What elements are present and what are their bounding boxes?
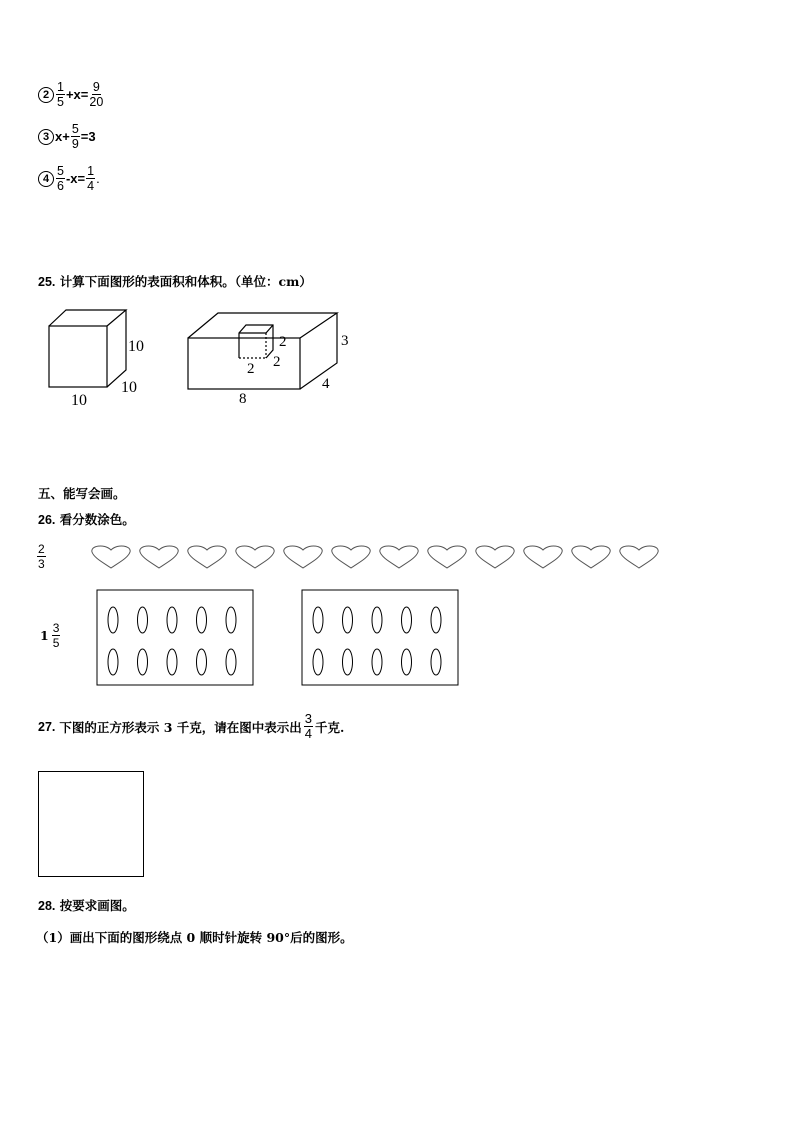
equation-2 [38, 80, 104, 109]
cuboid-figure [188, 313, 337, 389]
heart-shape[interactable] [332, 546, 370, 568]
question-number: 25. [38, 275, 56, 289]
oval-shape[interactable] [226, 649, 236, 675]
operator: =3 [80, 129, 96, 144]
oval-box-frame [302, 590, 458, 685]
cuboid-label-length: 8 [239, 391, 247, 407]
question-26 [38, 510, 135, 528]
section-5-title: 五、能写会画。 [38, 486, 126, 501]
oval-shape[interactable] [402, 607, 412, 633]
operator: +x= [65, 87, 89, 102]
marker-4: 4 [38, 171, 54, 187]
q25-figures [40, 300, 370, 415]
operator: x+ [55, 129, 70, 144]
oval-shape[interactable] [108, 607, 118, 633]
question-28-part-1: （1）画出下面的图形绕点 0 顺时针旋转 90°后的图形。 [36, 930, 353, 945]
oval-shape[interactable] [372, 649, 382, 675]
heart-shape[interactable] [140, 546, 178, 568]
fraction [56, 80, 65, 109]
marker-3: 3 [38, 129, 54, 145]
question-text: 看分数涂色。 [59, 512, 135, 527]
heart-shape[interactable] [188, 546, 226, 568]
question-25 [38, 272, 312, 290]
oval-shape[interactable] [402, 649, 412, 675]
cube-side-face [107, 310, 126, 387]
oval-shape[interactable] [343, 607, 353, 633]
numerator: 1 [57, 80, 64, 94]
fraction [71, 122, 80, 151]
oval-shape[interactable] [226, 607, 236, 633]
oval-shape[interactable] [313, 649, 323, 675]
small-cube-edge [266, 325, 273, 333]
denominator: 20 [89, 95, 104, 109]
cube-label-depth: 10 [121, 379, 137, 396]
numerator: 3 [52, 621, 60, 635]
question-text: 计算下面图形的表面积和体积。（单位：cm） [59, 274, 312, 289]
denominator: 4 [87, 179, 95, 193]
heart-shape[interactable] [428, 546, 466, 568]
operator: -x= [65, 171, 86, 186]
fraction-two-thirds [36, 538, 47, 571]
heart-shape[interactable] [380, 546, 418, 568]
denominator: 5 [52, 636, 60, 650]
cuboid-label-height: 3 [341, 333, 349, 349]
heart-shape[interactable] [476, 546, 514, 568]
cube-figure [49, 310, 126, 387]
question-number: 27. [38, 719, 56, 734]
oval-shape[interactable] [138, 607, 148, 633]
question-text-end: 千克. [315, 719, 345, 735]
denominator: 9 [71, 137, 79, 151]
oval-shape[interactable] [167, 649, 177, 675]
question-number: 28. [38, 899, 56, 913]
oval-shape[interactable] [313, 607, 323, 633]
cuboid-label-depth: 4 [322, 376, 330, 392]
numerator: 1 [87, 164, 95, 178]
whole-number: 1 [40, 628, 49, 643]
marker-2: 2 [38, 87, 54, 103]
cube-front-face [49, 326, 107, 387]
heart-shape[interactable] [572, 546, 610, 568]
question-27 [38, 712, 344, 741]
oval-box-1 [96, 589, 256, 687]
square-figure[interactable] [38, 771, 144, 877]
cuboid-side-face [300, 313, 337, 389]
fraction-one-three-fifths [40, 621, 61, 650]
small-cube-label-b: 2 [273, 354, 281, 370]
denominator: 4 [304, 726, 313, 741]
denominator: 3 [38, 557, 45, 571]
oval-shape[interactable] [431, 607, 441, 633]
oval-shape[interactable] [197, 607, 207, 633]
oval-shape[interactable] [197, 649, 207, 675]
equation-3 [38, 122, 96, 151]
oval-box-frame [97, 590, 253, 685]
question-number: 26. [38, 513, 56, 527]
oval-shape[interactable] [343, 649, 353, 675]
heart-shape[interactable] [620, 546, 658, 568]
cube-label-side: 10 [128, 338, 144, 355]
fraction [56, 164, 65, 193]
hearts-row [88, 544, 668, 572]
fraction [89, 80, 103, 109]
oval-shape[interactable] [372, 607, 382, 633]
question-28 [38, 896, 135, 914]
denominator: 5 [57, 95, 64, 109]
cube-top-face [49, 310, 126, 326]
oval-shape[interactable] [108, 649, 118, 675]
heart-shape[interactable] [284, 546, 322, 568]
numerator: 2 [38, 542, 45, 556]
oval-shape[interactable] [167, 607, 177, 633]
question-text: 按要求画图。 [59, 898, 135, 913]
fraction [86, 164, 95, 193]
oval-box-2 [301, 589, 461, 687]
numerator: 3 [304, 711, 313, 726]
oval-shape[interactable] [431, 649, 441, 675]
oval-shape[interactable] [138, 649, 148, 675]
small-cube-label-a: 2 [279, 334, 287, 350]
heart-shape[interactable] [236, 546, 274, 568]
numerator: 5 [71, 122, 79, 136]
question-text: 下图的正方形表示 3 千克，请在图中表示出 [59, 719, 302, 735]
numerator: 9 [92, 80, 100, 94]
equation-4 [38, 164, 100, 193]
heart-shape[interactable] [92, 546, 130, 568]
small-cube-label-c: 2 [247, 361, 255, 377]
period: . [96, 171, 100, 186]
numerator: 5 [57, 164, 64, 178]
denominator: 6 [57, 179, 64, 193]
cube-label-bottom: 10 [71, 392, 87, 409]
heart-shape[interactable] [524, 546, 562, 568]
